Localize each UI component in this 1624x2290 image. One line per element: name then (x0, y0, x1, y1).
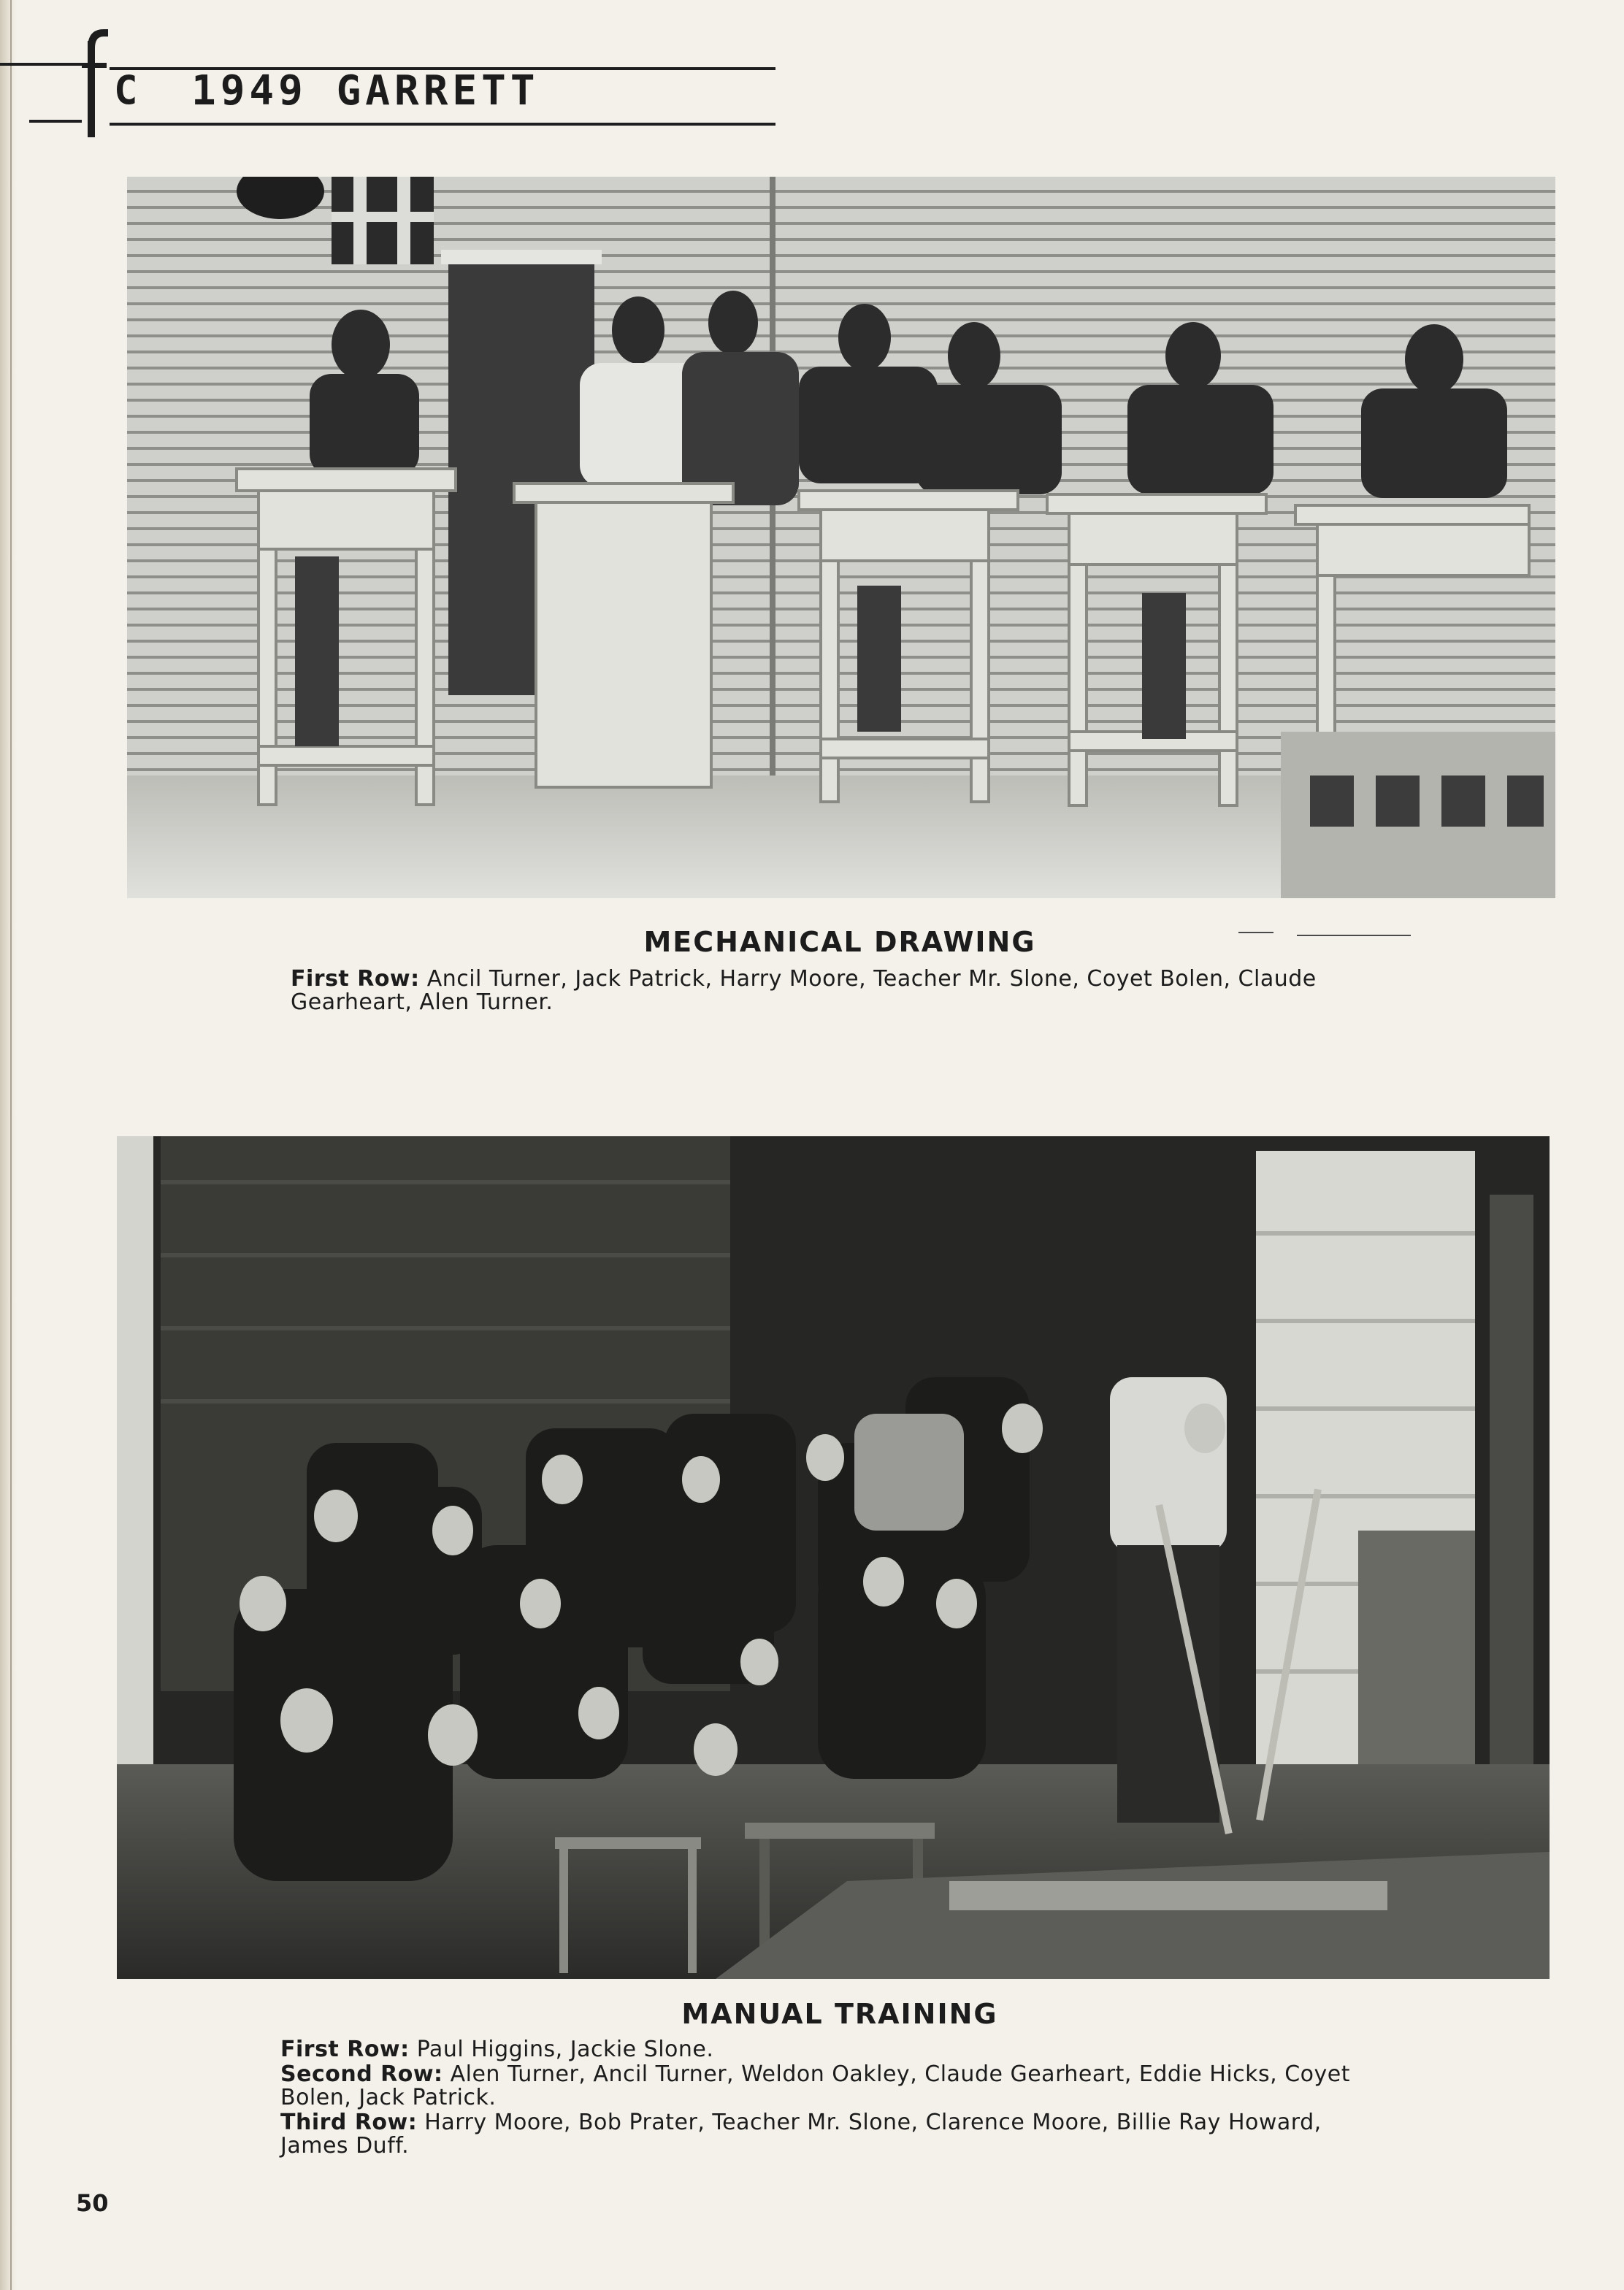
print-mark (1238, 932, 1273, 933)
row-names: Alen Turner, Ancil Turner, Weldon Oakley, Claude Gearheart, Eddie Hicks, Coyet (450, 2061, 1351, 2087)
page-number: 50 (76, 2189, 109, 2217)
print-mark (1297, 935, 1411, 936)
caption-row (280, 2110, 1390, 2135)
header-mark: C (114, 67, 139, 113)
section-title: MANUAL TRAINING (681, 1998, 998, 2030)
manual-training-photo (117, 1136, 1550, 1979)
section-title: MECHANICAL DRAWING (643, 926, 1036, 958)
row-label: First Row: (291, 966, 420, 992)
caption-row (280, 2062, 1390, 2087)
caption-row-continued: Gearheart, Alen Turner. (291, 989, 554, 1015)
row-names: Harry Moore, Bob Prater, Teacher Mr. Slone, Clarence Moore, Billie Ray Howard, (424, 2110, 1322, 2135)
mechanical-drawing-photo (127, 177, 1555, 898)
header-rule-bottom (29, 120, 82, 123)
caption-row-continued: Bolen, Jack Patrick. (280, 2085, 497, 2110)
page-binding-edge (0, 0, 16, 2290)
caption-row (291, 967, 1401, 992)
row-label: Second Row: (280, 2061, 443, 2087)
header-rule-bottom-right (110, 123, 775, 126)
caption-row-continued: James Duff. (280, 2133, 410, 2159)
caption-row (280, 2037, 1390, 2062)
header-rule-top (0, 63, 82, 66)
fc-logo-icon (82, 26, 110, 137)
header-title: 1949 GARRETT (191, 67, 540, 115)
row-names: Ancil Turner, Jack Patrick, Harry Moore, Teacher Mr. Slone, Coyet Bolen, Claude (426, 966, 1317, 992)
row-label: First Row: (280, 2037, 410, 2062)
row-names: Paul Higgins, Jackie Slone. (416, 2037, 714, 2062)
row-label: Third Row: (280, 2110, 418, 2135)
